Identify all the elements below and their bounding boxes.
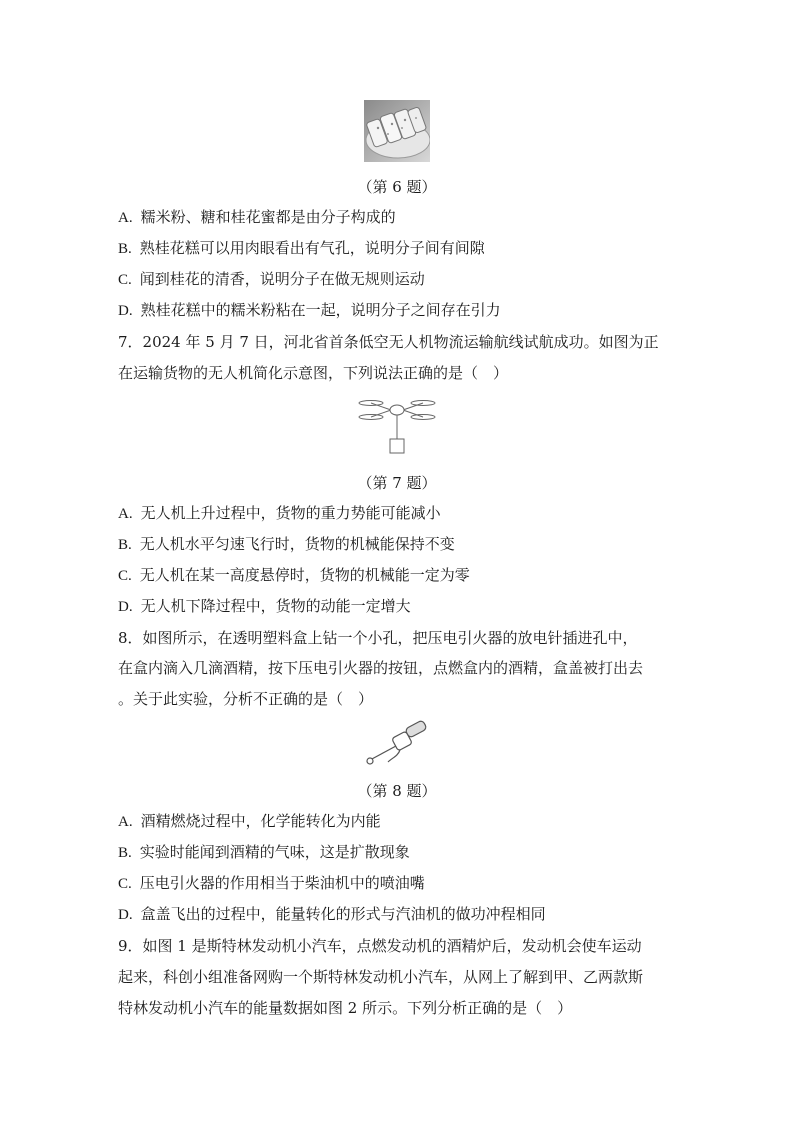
osmanthus-cake-photo (364, 100, 430, 162)
q7-stem-line-2: 在运输货物的无人机简化示意图，下列说法正确的是（ ） (118, 364, 509, 382)
option-letter: D. (118, 907, 133, 923)
q8-option-d (118, 904, 678, 925)
figure-7-caption: （第 7 题） (357, 474, 437, 492)
option-text: 无人机下降过程中，货物的动能一定增大 (140, 597, 411, 615)
q6-option-d (118, 300, 678, 321)
q7-option-a (118, 503, 678, 524)
option-text: 实验时能闻到酒精的气味，这是扩散现象 (139, 843, 410, 861)
figure-6-caption: （第 6 题） (357, 178, 437, 196)
q7-option-b (118, 534, 678, 555)
option-letter: B. (118, 537, 132, 553)
figure-8-caption: （第 8 题） (357, 782, 437, 800)
option-letter: A. (118, 814, 133, 830)
q9-stem-line-1: 9．如图 1 是斯特林发动机小汽车，点燃发动机的酒精炉后，发动机会使车运动 (118, 937, 642, 955)
q8-option-a (118, 811, 678, 832)
q7-option-d (118, 596, 678, 617)
q6-option-a (118, 207, 678, 228)
option-letter: C. (118, 568, 132, 584)
option-letter: B. (118, 241, 132, 257)
option-text: 熟桂花糕可以用肉眼看出有气孔，说明分子间有间隙 (139, 239, 485, 257)
option-letter: C. (118, 876, 132, 892)
option-text: 酒精燃烧过程中，化学能转化为内能 (140, 812, 381, 830)
option-letter: C. (118, 272, 132, 288)
option-text: 闻到桂花的清香，说明分子在做无规则运动 (139, 270, 425, 288)
option-text: 糯米粉、糖和桂花蜜都是由分子构成的 (140, 208, 396, 226)
q8-stem-line-1: 8．如图所示，在透明塑料盒上钻一个小孔，把压电引火器的放电针插进孔中， (118, 629, 638, 647)
option-letter: A. (118, 506, 133, 522)
option-letter: D. (118, 599, 133, 615)
option-text: 无人机上升过程中，货物的重力势能可能减小 (140, 504, 441, 522)
q9-stem-line-2: 起来，科创小组准备网购一个斯特林发动机小汽车，从网上了解到甲、乙两款斯 (118, 968, 644, 986)
q7-stem-line-1: 7．2024 年 5 月 7 日，河北省首条低空无人机物流运输航线试航成功。如图为正 (118, 333, 659, 351)
q8-stem-line-2: 在盒内滴入几滴酒精，按下压电引火器的按钮，点燃盒内的酒精，盒盖被打出去 (118, 659, 644, 677)
option-text: 压电引火器的作用相当于柴油机中的喷油嘴 (139, 874, 425, 892)
option-text: 盒盖飞出的过程中，能量转化的形式与汽油机的做功冲程相同 (140, 905, 546, 923)
figure-7 (0, 397, 794, 457)
q6-option-c (118, 269, 678, 290)
q8-option-c (118, 873, 678, 894)
q8-stem-line-3: 。关于此实验，分析不正确的是（ ） (118, 690, 374, 708)
option-text: 无人机在某一高度悬停时，货物的机械能一定为零 (139, 566, 470, 584)
q8-option-b (118, 842, 678, 863)
q7-option-c (118, 565, 678, 586)
option-letter: A. (118, 210, 133, 226)
drone-diagram (357, 397, 437, 457)
option-letter: D. (118, 303, 133, 319)
figure-6 (0, 100, 794, 162)
option-text: 熟桂花糕中的糯米粉粘在一起，说明分子之间存在引力 (140, 301, 501, 319)
option-letter: B. (118, 845, 132, 861)
option-text: 无人机水平匀速飞行时，货物的机械能保持不变 (139, 535, 455, 553)
piezo-igniter-diagram (362, 720, 432, 768)
figure-8 (0, 720, 794, 768)
q6-option-b (118, 238, 678, 259)
q9-stem-line-3: 特林发动机小汽车的能量数据如图 2 所示。下列分析正确的是（ ） (118, 999, 573, 1017)
